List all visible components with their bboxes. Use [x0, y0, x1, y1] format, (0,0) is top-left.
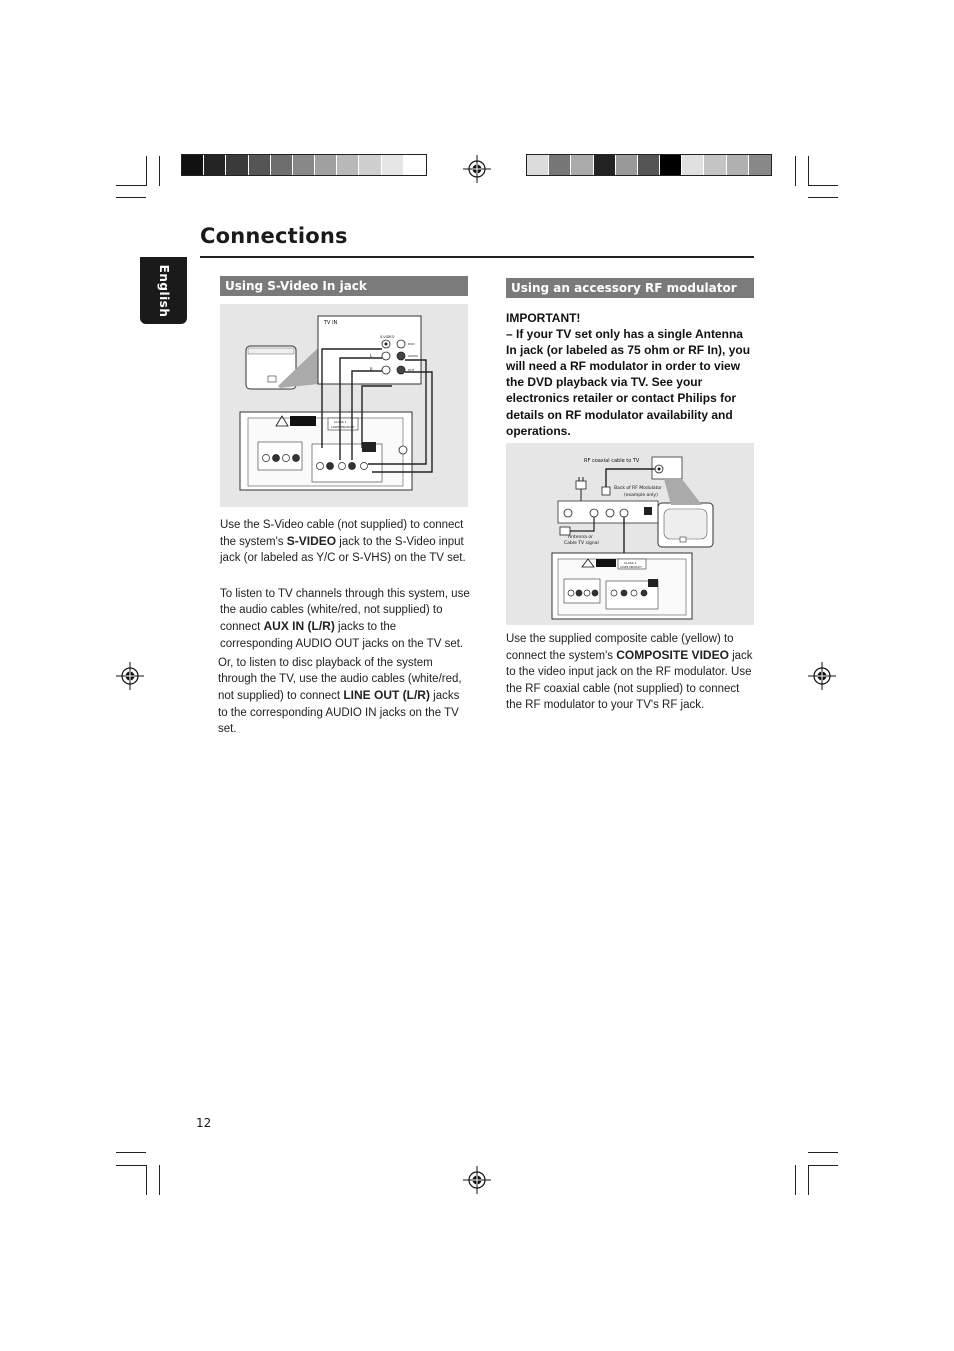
color-swatch [249, 155, 271, 175]
text-run: jack to the S-Video input jack (or labeled as Y/C or S-VHS) on the TV set. [220, 536, 466, 565]
color-swatch [337, 155, 359, 175]
r-label: R [370, 367, 373, 372]
svg-text:AUDIO: AUDIO [408, 354, 418, 358]
page-title: Connections [200, 224, 348, 248]
emphasis-line-out: LINE OUT (L/R) [343, 688, 430, 703]
text-run: jack to the video input jack on the RF modulator. Use the RF coaxial cable (not supplied) to connect the RF modulator to your TV's RF jack. [506, 650, 753, 711]
rf-modulator-paragraph-1 [506, 631, 758, 713]
page-number: 12 [196, 1116, 212, 1130]
text-run: jacks to the corresponding AUDIO IN jacks on the TV set. [218, 690, 460, 735]
color-swatch [182, 155, 204, 175]
emphasis-s-video: S-VIDEO [286, 534, 337, 549]
emphasis-aux-in: AUX IN (L/R) [263, 619, 335, 634]
color-swatch [204, 155, 226, 175]
language-tab-label: English [156, 264, 171, 317]
laser-label: LASER PRODUCT [620, 566, 642, 569]
back-of-rf-label: Back of RF Modulator [614, 486, 662, 491]
color-swatch [616, 155, 638, 175]
class1-label: CLASS 1 [624, 561, 637, 565]
figure-s-video-connection [220, 304, 468, 507]
s-video-label: S-VIDEO [380, 335, 395, 339]
laser-label: LASER PRODUCT [331, 425, 355, 429]
figure-rf-modulator-connection [506, 443, 754, 625]
color-swatch [315, 155, 337, 175]
section-header-rf-modulator: Using an accessory RF modulator [506, 278, 754, 298]
registration-mark-icon [116, 662, 144, 690]
color-swatch [727, 155, 749, 175]
antenna-label: Antenna or [568, 535, 593, 540]
text-run: Use the S-Video cable (not supplied) to connect the system's [220, 519, 464, 549]
s-video-paragraph-1 [220, 517, 470, 567]
color-swatch [527, 155, 549, 175]
text-run: Or, to listen to disc playback of the system through the TV, use the audio cables (white/red, not supplied) to connect [218, 657, 462, 703]
color-swatch [293, 155, 315, 175]
emphasis-composite-video: COMPOSITE VIDEO [616, 648, 729, 663]
text-run: Use the supplied composite cable (yellow) to connect the system's [506, 633, 734, 663]
important-title: IMPORTANT! [506, 311, 581, 325]
color-calibration-bar-left [181, 154, 427, 176]
section-header-s-video: Using S-Video In jack [220, 276, 468, 296]
color-swatch [549, 155, 571, 175]
color-swatch [749, 155, 771, 175]
important-body: – If your TV set only has a single Antenna In jack (or labeled as 75 ohm or RF In), you will need a RF modulator in order to view the DVD playback via TV. See your electronics retailer or contact Philips for details on RF modulator availability and operations. [506, 327, 751, 438]
s-video-paragraph-2 [220, 586, 470, 652]
class1-label: CLASS 1 [334, 420, 347, 424]
color-swatch [660, 155, 682, 175]
color-swatch [682, 155, 704, 175]
language-tab [140, 257, 187, 324]
color-swatch [359, 155, 381, 175]
svg-text:DVD: DVD [408, 342, 415, 346]
tv-in-label: TV IN [324, 320, 338, 326]
important-note [506, 310, 756, 439]
color-calibration-bar-right [526, 154, 772, 176]
svg-text:OUT: OUT [408, 368, 415, 372]
l-label: L [370, 353, 373, 358]
example-only-label: (example only) [624, 493, 658, 498]
color-swatch [226, 155, 248, 175]
registration-mark-icon [463, 155, 491, 183]
color-swatch [638, 155, 660, 175]
text-run: jacks to the corresponding AUDIO OUT jacks on the TV set. [220, 621, 464, 650]
registration-mark-icon [463, 1166, 491, 1194]
color-swatch [704, 155, 726, 175]
rf-cable-label: RF coaxial cable to TV [584, 458, 640, 464]
color-swatch [271, 155, 293, 175]
text-run: To listen to TV channels through this system, use the audio cables (white/red, not supplied) to connect [220, 588, 470, 634]
color-swatch [571, 155, 593, 175]
color-swatch [404, 155, 426, 175]
registration-mark-icon [808, 662, 836, 690]
color-swatch [594, 155, 616, 175]
rf-modulator-diagram [506, 443, 754, 625]
cable-tv-label: Cable TV signal [564, 541, 599, 546]
s-video-paragraph-3 [218, 655, 468, 737]
title-rule [200, 256, 754, 258]
s-video-diagram [220, 304, 468, 507]
color-swatch [382, 155, 404, 175]
